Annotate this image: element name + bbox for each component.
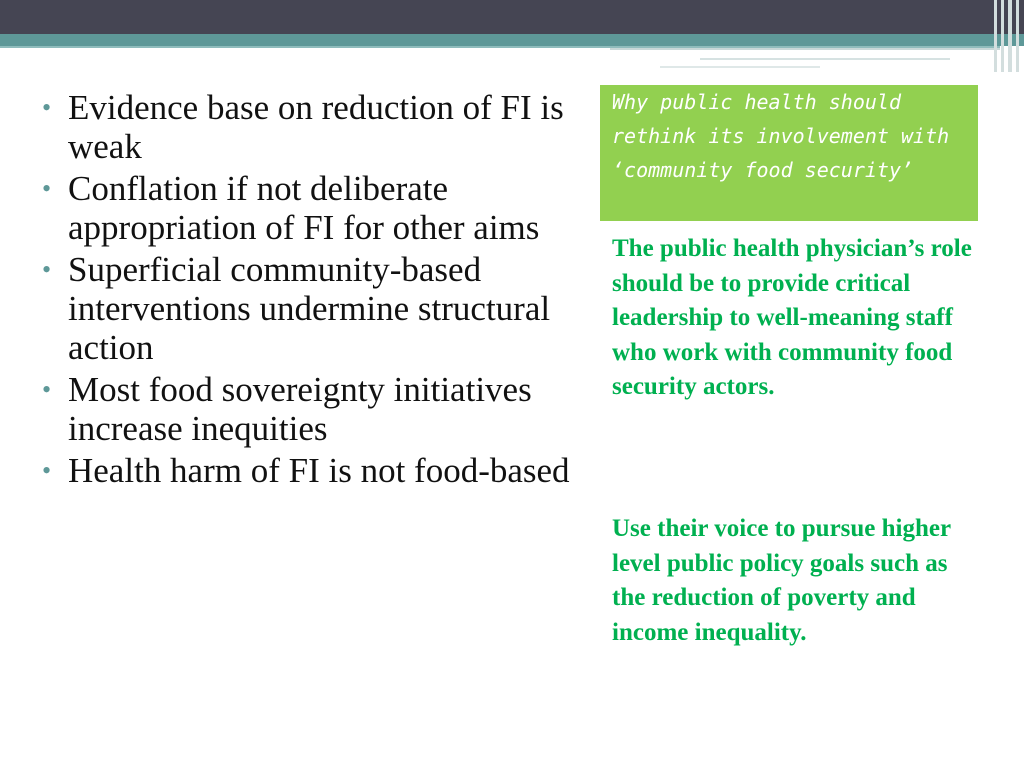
callout-box [600, 85, 978, 221]
bullet-item [40, 250, 585, 367]
bullet-text: Health harm of FI is not food-based [68, 451, 570, 490]
decorative-line [700, 58, 950, 60]
bullet-text: Evidence base on reduction of FI is weak [68, 88, 564, 166]
bullet-item [40, 370, 585, 448]
side-paragraph-1: The public health physician’s role should be to provide critical leadership to well-meaning staff who work with community food security actors. [612, 235, 972, 400]
bullet-icon: • [42, 174, 52, 203]
bullet-item [40, 451, 585, 490]
decorative-line [610, 48, 1000, 50]
header-accent-bar [0, 34, 1024, 46]
header-bar [0, 0, 1024, 34]
decorative-line [660, 66, 820, 68]
bullet-icon: • [42, 375, 52, 404]
bullet-icon: • [42, 93, 52, 122]
bullet-icon: • [42, 255, 52, 284]
bullet-icon: • [42, 456, 52, 485]
bullet-text: Conflation if not deliberate appropriation of FI for other aims [68, 169, 540, 247]
bullet-text: Most food sovereignty initiatives increase inequities [68, 370, 532, 448]
decorative-stripes [992, 0, 1024, 72]
bullet-item [40, 169, 585, 247]
bullet-text: Superficial community-based interventions undermine structural action [68, 250, 551, 367]
bullet-item [40, 88, 585, 166]
callout-text: Why public health should rethink its involvement with ‘community food security’ [612, 90, 950, 182]
bullet-list [40, 88, 585, 493]
side-paragraph-2: Use their voice to pursue higher level public policy goals such as the reduction of poverty and income inequality. [612, 515, 951, 646]
